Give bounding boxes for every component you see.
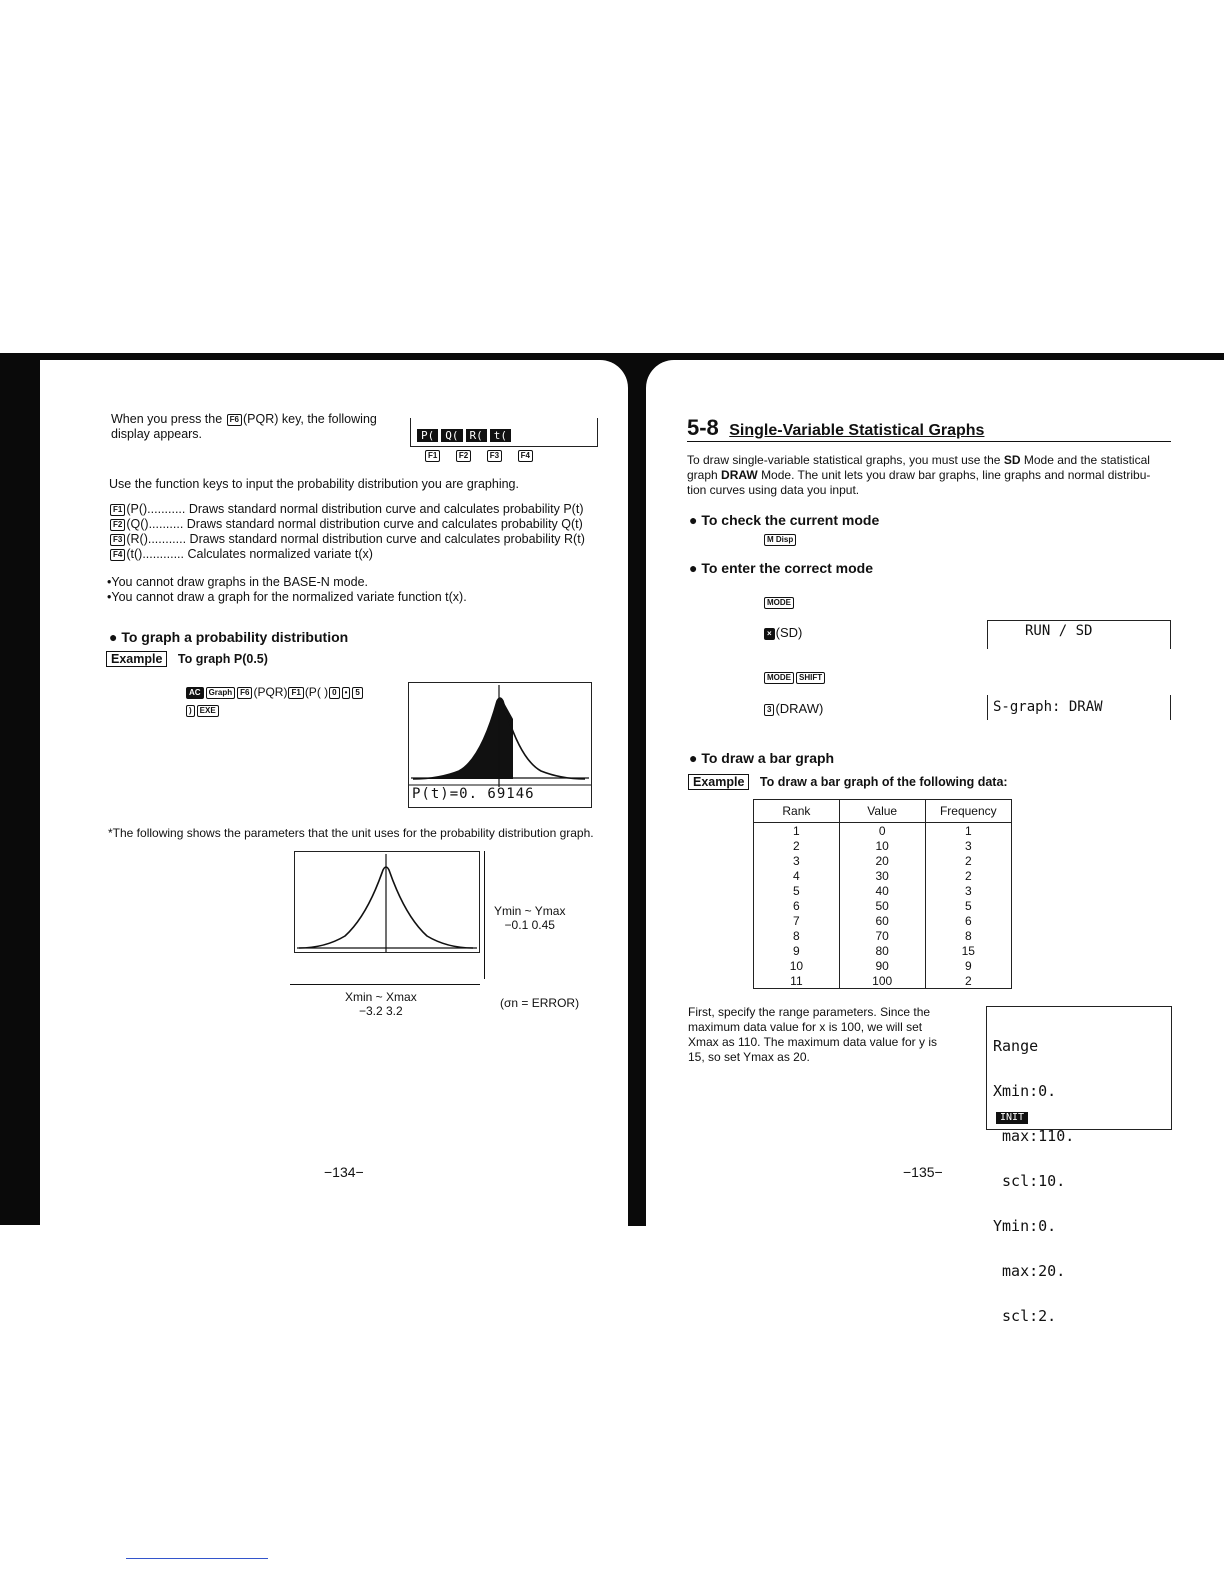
- f2-key-icon: F2: [456, 450, 471, 462]
- table-cell: 8: [925, 928, 1011, 943]
- five-key-icon: 5: [352, 687, 362, 699]
- shift-key-icon: SHIFT: [796, 672, 825, 684]
- section-header: [687, 415, 1171, 442]
- multiply-key-icon: ×: [764, 628, 775, 640]
- table-row: [754, 868, 1012, 883]
- init-softkey: INIT: [996, 1112, 1028, 1124]
- data-table-wrap: [753, 799, 1012, 989]
- table-cell: 5: [925, 898, 1011, 913]
- table-cell: 1: [925, 823, 1011, 839]
- softkey-q: Q(: [441, 429, 462, 442]
- draw-key-row: [763, 701, 823, 716]
- table-cell: 70: [839, 928, 925, 943]
- table-cell: 9: [754, 943, 840, 958]
- intro-text: When you press the: [111, 412, 223, 426]
- note-item: •You cannot draw a graph for the normalized variate function t(x).: [107, 590, 467, 604]
- function-list: [109, 502, 604, 562]
- xmin-xmax-values: −3.2 3.2: [358, 1004, 403, 1018]
- f4-key-icon: F4: [110, 549, 125, 561]
- table-cell: 6: [754, 898, 840, 913]
- table-cell: 0: [839, 823, 925, 839]
- graph-key-icon: Graph: [206, 687, 236, 699]
- fkey-row: [424, 450, 534, 462]
- table-cell: 60: [839, 913, 925, 928]
- f1-key-icon: F1: [288, 687, 303, 699]
- p-label: (P( ): [304, 685, 329, 699]
- table-cell: 90: [839, 958, 925, 973]
- f2-key-icon: F2: [110, 519, 125, 531]
- exe-key-icon: EXE: [197, 705, 219, 717]
- key-sequence-line1: [185, 685, 364, 699]
- mode-key-icon: MODE: [764, 672, 794, 684]
- key-sequence-line2: [185, 703, 220, 717]
- table-cell: 10: [754, 958, 840, 973]
- lcd-sgraph-text: S-graph: DRAW: [993, 699, 1103, 715]
- softkey-t: t(: [490, 429, 511, 442]
- example-row: [106, 650, 268, 668]
- table-cell: 15: [925, 943, 1011, 958]
- section-number: 5-8: [687, 415, 719, 440]
- ac-key-icon: AC: [186, 687, 204, 699]
- draw-label: (DRAW): [775, 701, 824, 716]
- table-cell: 2: [925, 973, 1011, 989]
- y-range-label: [494, 904, 565, 932]
- parameter-graph-screen: [294, 851, 480, 953]
- mode-key-row: [763, 594, 795, 612]
- three-key-icon: 3: [764, 704, 774, 716]
- table-cell: 8: [754, 928, 840, 943]
- example-title: To graph P(0.5): [177, 652, 268, 666]
- x-range-arrow: [290, 984, 480, 985]
- mode-shift-row: [763, 669, 826, 687]
- f1-key-icon: F1: [110, 504, 125, 516]
- note-item: •You cannot draw graphs in the BASE-N mode.: [107, 575, 369, 589]
- use-text: Use the function keys to input the probability distribution you are graphing.: [109, 477, 519, 491]
- range-text-line: 15, so set Ymax as 20.: [688, 1050, 810, 1064]
- shaded-area: [413, 698, 513, 779]
- table-row: [754, 823, 1012, 839]
- range-lcd: [986, 1006, 1172, 1325]
- softkey-row: [417, 426, 514, 444]
- f4-key-icon: F4: [518, 450, 533, 462]
- table-cell: 4: [754, 868, 840, 883]
- x-range-label: [345, 990, 417, 1018]
- table-cell: 10: [839, 838, 925, 853]
- mdisp-key-icon: M Disp: [764, 534, 796, 546]
- table-row: [754, 943, 1012, 958]
- table-cell: 20: [839, 853, 925, 868]
- function-item: F2 (Q().......... Draws standard normal distribution curve and calculates probability Q(t): [109, 517, 604, 532]
- table-row: [754, 838, 1012, 853]
- y-range-arrow: [484, 851, 485, 979]
- f1-key-icon: F1: [425, 450, 440, 462]
- table-cell: 50: [839, 898, 925, 913]
- normal-curve-svg: [295, 852, 479, 952]
- table-cell: 2: [754, 838, 840, 853]
- range-lcd-lines: Range Xmin:0. max:110. scl:10. Ymin:0. max:20. scl:2.: [993, 1037, 1075, 1325]
- table-cell: 2: [925, 868, 1011, 883]
- sd-key-row: [763, 625, 802, 640]
- check-mode-key: [763, 531, 797, 549]
- lcd-sgraph: [987, 695, 1171, 720]
- table-cell: 100: [839, 973, 925, 989]
- example-title: To draw a bar graph of the following data:: [759, 775, 1008, 789]
- table-row: [754, 883, 1012, 898]
- zero-key-icon: 0: [329, 687, 339, 699]
- function-item: F3 (R()........... Draws standard normal distribution curve and calculates probability R(t): [109, 532, 604, 547]
- dot-key-icon: •: [342, 687, 351, 699]
- table-cell: 80: [839, 943, 925, 958]
- table-cell: 3: [925, 883, 1011, 898]
- table-cell: 3: [925, 838, 1011, 853]
- table-cell: 11: [754, 973, 840, 989]
- left-intro: [111, 412, 391, 442]
- softkey-r: R(: [466, 429, 487, 442]
- pqr-label: (PQR): [253, 685, 288, 699]
- softkey-display: [410, 418, 598, 447]
- xmin-xmax-label: Xmin ~ Xmax: [345, 990, 417, 1004]
- check-mode-heading: ● To check the current mode: [689, 512, 880, 528]
- ymin-ymax-values: −0.1 0.45: [504, 918, 555, 932]
- ymin-ymax-label: Ymin ~ Ymax: [494, 904, 566, 918]
- table-row: [754, 973, 1012, 989]
- example-tag: Example: [688, 774, 749, 790]
- function-item: F4 (t()............ Calculates normalized variate t(x): [109, 547, 604, 562]
- intro-rest: (PQR) key, the following: [243, 412, 377, 426]
- function-item: F1 (P()........... Draws standard normal distribution curve and calculates probability P(t): [109, 502, 604, 517]
- softkey-p: P(: [417, 429, 438, 442]
- bar-example-row: [688, 773, 1008, 791]
- table-cell: 7: [754, 913, 840, 928]
- mode-key-icon: MODE: [764, 597, 794, 609]
- range-explanation: [688, 1005, 958, 1065]
- table-cell: 9: [925, 958, 1011, 973]
- f3-key-icon: F3: [487, 450, 502, 462]
- page-number-right: −135−: [903, 1164, 943, 1180]
- lcd-run-sd: [987, 620, 1171, 649]
- table-header-row: [754, 800, 1012, 823]
- data-table: [753, 799, 1012, 989]
- table-cell: 3: [754, 853, 840, 868]
- f6-key-icon: F6: [227, 414, 242, 426]
- section-title: Single-Variable Statistical Graphs: [729, 422, 985, 439]
- range-text-line: Xmax as 110. The maximum data value for y is: [688, 1035, 937, 1049]
- bottom-link-rule: [126, 1558, 268, 1559]
- sigma-note: (σn = ERROR): [500, 996, 580, 1010]
- result-readout: P(t)=0. 69146: [412, 786, 535, 802]
- table-cell: 5: [754, 883, 840, 898]
- intro-line2: display appears.: [111, 427, 203, 441]
- table-cell: 6: [925, 913, 1011, 928]
- table-body: [754, 823, 1012, 989]
- f3-key-icon: F3: [110, 534, 125, 546]
- table-row: [754, 913, 1012, 928]
- table-row: [754, 898, 1012, 913]
- range-text-line: First, specify the range parameters. Since the: [688, 1005, 931, 1019]
- sd-label: (SD): [775, 625, 803, 640]
- table-cell: 1: [754, 823, 840, 839]
- bar-graph-heading: ● To draw a bar graph: [689, 750, 835, 766]
- header-rank: Rank: [754, 800, 840, 823]
- lcd-run-sd-text: RUN / SD: [1025, 623, 1093, 639]
- range-text-line: maximum data value for x is 100, we will set: [688, 1020, 923, 1034]
- header-value: Value: [839, 800, 925, 823]
- example-tag: Example: [106, 651, 167, 667]
- section-heading-probability: ● To graph a probability distribution: [109, 629, 349, 645]
- f6-key-icon: F6: [237, 687, 252, 699]
- enter-mode-heading: ● To enter the correct mode: [689, 560, 874, 576]
- close-paren-key-icon: ): [186, 705, 195, 717]
- table-row: [754, 928, 1012, 943]
- param-note: *The following shows the parameters that the unit uses for the probability distribution graph.: [108, 826, 594, 840]
- page-number-left: −134−: [324, 1164, 364, 1180]
- right-intro: To draw single-variable statistical graphs, you must use the SD Mode and the statistical graph DRAW Mode. The unit lets you draw bar graphs, line graphs and normal distribu- tion curves using data you input.: [687, 453, 1151, 497]
- header-frequency: Frequency: [925, 800, 1011, 823]
- probability-graph-screen: [408, 682, 592, 808]
- notes: [107, 575, 597, 605]
- table-row: [754, 853, 1012, 868]
- table-cell: 2: [925, 853, 1011, 868]
- table-cell: 30: [839, 868, 925, 883]
- table-row: [754, 958, 1012, 973]
- table-cell: 40: [839, 883, 925, 898]
